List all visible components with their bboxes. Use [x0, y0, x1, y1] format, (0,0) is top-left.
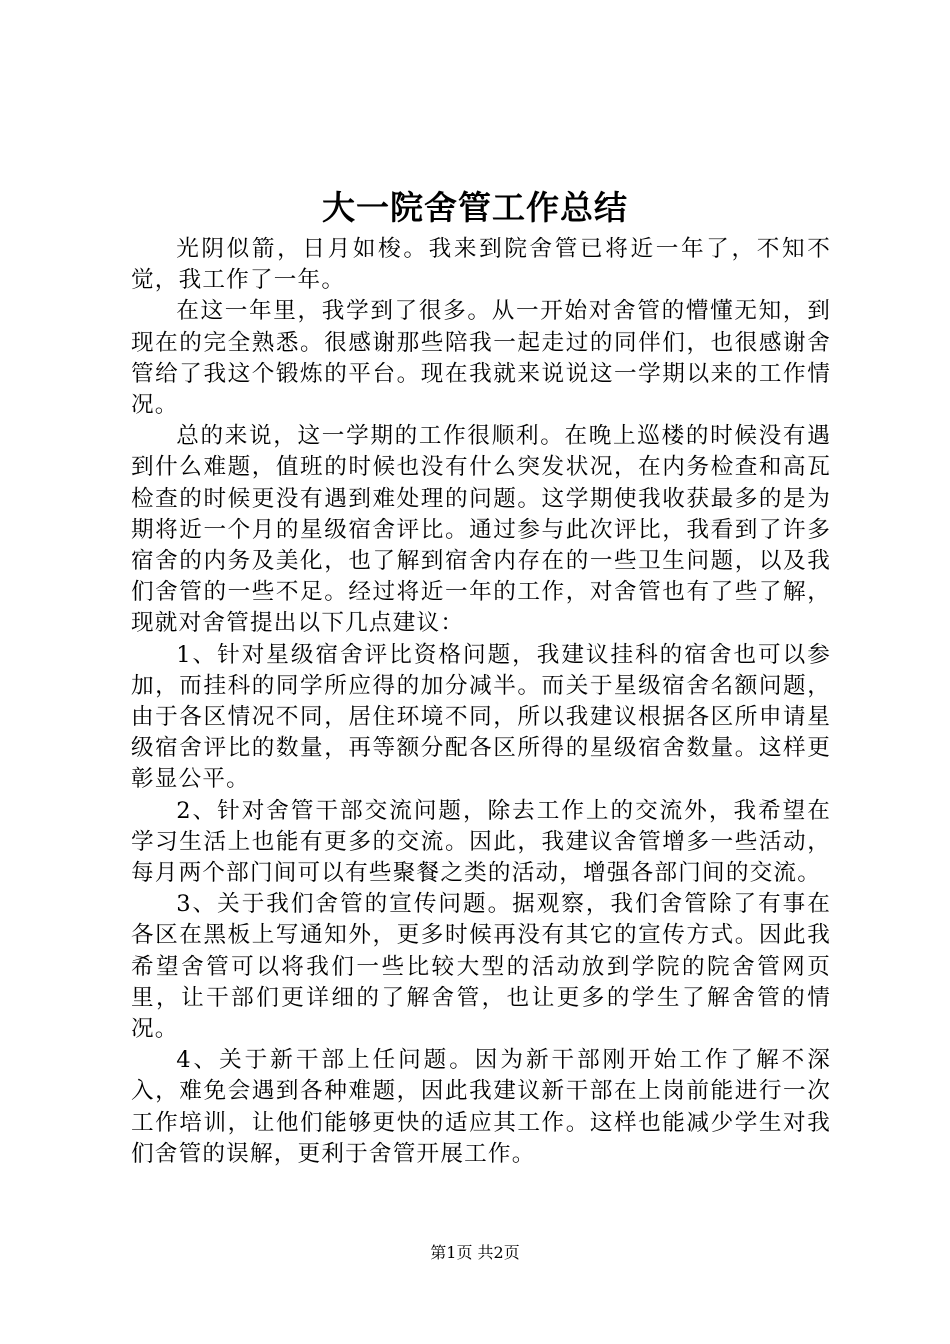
paragraph-suggestion-4: 4、关于新干部上任问题。因为新干部刚开始工作了解不深入，难免会遇到各种难题，因此我建议新干部在上岗前能进行一次工作培训，让他们能够更快的适应其工作。这样也能减少学生对我们舍管的误解，更利于舍管开展工作。: [131, 1047, 831, 1167]
paragraph-summary: 总的来说，这一学期的工作很顺利。在晚上巡楼的时候没有遇到什么难题，值班的时候也没有什么突发状况，在内务检查和高瓦检查的时候更没有遇到难处理的问题。这学期使我收获最多的是为期将近一个月的星级宿舍评比。通过参与此次评比，我看到了许多宿舍的内务及美化，也了解到宿舍内存在的一些卫生问题，以及我们舍管的一些不足。经过将近一年的工作，对舍管也有了些了解，现就对舍管提出以下几点建议：: [131, 423, 831, 637]
paragraph-suggestion-1: 1、针对星级宿舍评比资格问题，我建议挂科的宿舍也可以参加，而挂科的同学所应得的加分减半。而关于星级宿舍名额问题，由于各区情况不同，居住环境不同，所以我建议根据各区所申请星级宿舍评比的数量，再等额分配各区所得的星级宿舍数量。这样更彰显公平。: [131, 641, 831, 793]
document-body: [131, 234, 831, 1170]
document-title: 大一院舍管工作总结: [322, 188, 628, 227]
paragraph-intro: 光阴似箭，日月如梭。我来到院舍管已将近一年了，不知不觉，我工作了一年。: [131, 236, 831, 294]
paragraph-learning: 在这一年里，我学到了很多。从一开始对舍管的懵懂无知，到现在的完全熟悉。很感谢那些陪我一起走过的同伴们，也很感谢舍管给了我这个锻炼的平台。现在我就来说说这一学期以来的工作情况。: [131, 298, 831, 419]
page-number-footer: 第1页 共2页: [430, 1243, 520, 1262]
paragraph-suggestion-3: 3、关于我们舍管的宣传问题。据观察，我们舍管除了有事在各区在黑板上写通知外，更多时候再没有其它的宣传方式。因此我希望舍管可以将我们一些比较大型的活动放到学院的院舍管网页里，让干部们更详细的了解舍管，也让更多的学生了解舍管的情况。: [131, 891, 831, 1043]
paragraph-suggestion-2: 2、针对舍管干部交流问题，除去工作上的交流外，我希望在学习生活上也能有更多的交流。因此，我建议舍管增多一些活动，每月两个部门间可以有些聚餐之类的活动，增强各部门间的交流。: [131, 797, 831, 887]
